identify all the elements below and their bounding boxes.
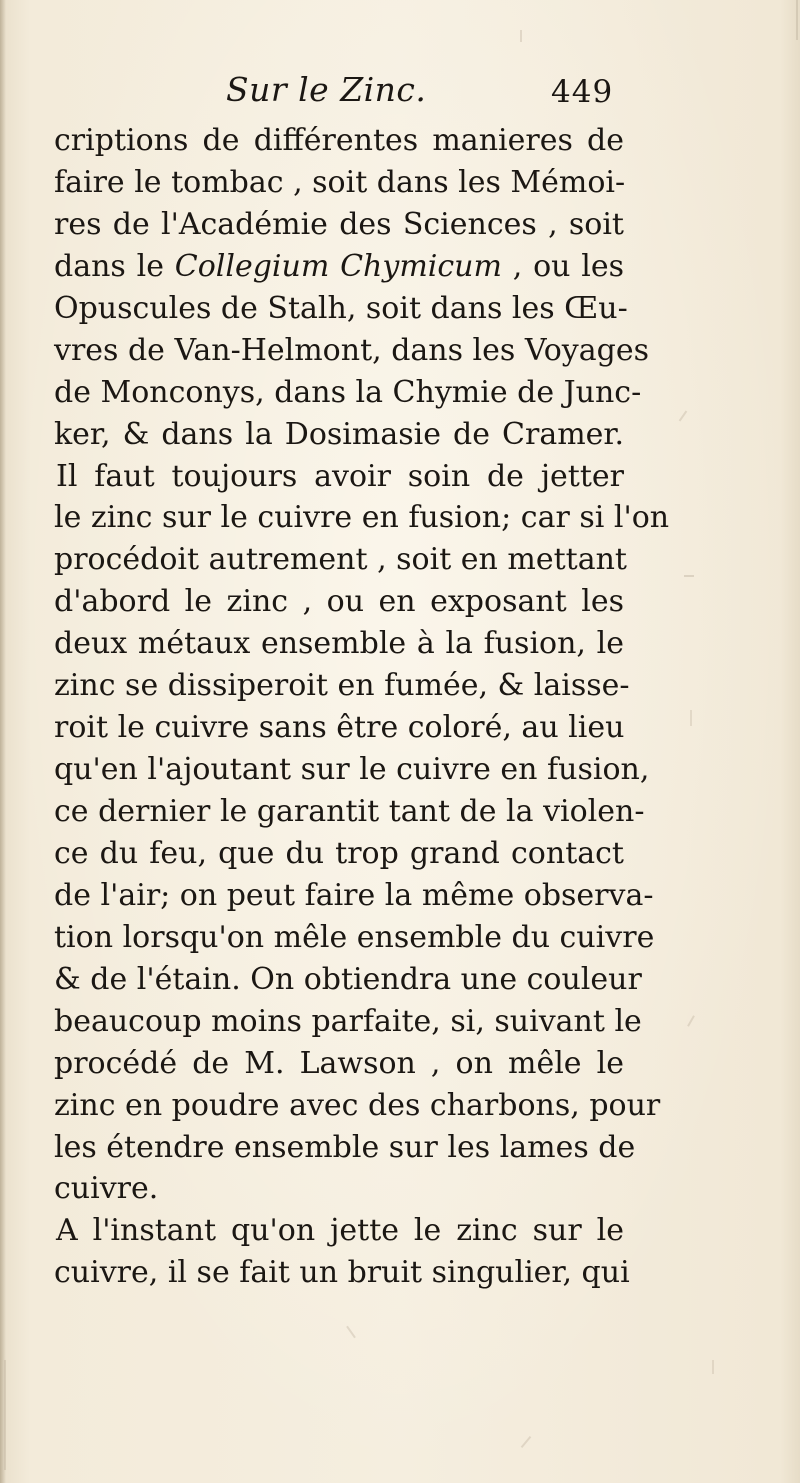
text-line: faire le tombac , soit dans les Mémoi- bbox=[54, 164, 626, 200]
text-line: ce du feu, que du trop grand contact bbox=[54, 835, 624, 871]
page-number: 449 bbox=[551, 74, 614, 110]
italic-title: Collegium Chymicum bbox=[174, 248, 502, 284]
text-line: roit le cuivre sans être coloré, au lieu bbox=[54, 710, 625, 746]
paper-speck bbox=[521, 1436, 532, 1448]
text-line bbox=[54, 246, 624, 288]
text-line: cuivre, il se fait un bruit singulier, qui bbox=[54, 1255, 630, 1291]
text-line: ce dernier le garantit tant de la violen- bbox=[54, 794, 645, 829]
running-head bbox=[0, 70, 800, 120]
running-head-title: Sur le Zinc. bbox=[226, 70, 427, 109]
text-line: qu'en l'ajoutant sur le cuivre en fusion, bbox=[54, 752, 650, 788]
page-binding-edge bbox=[0, 0, 6, 1483]
paper-speck bbox=[346, 1326, 356, 1339]
text-run: dans le bbox=[54, 248, 175, 284]
paper-speck bbox=[690, 710, 692, 726]
text-line: Opuscules de Stalh, soit dans les Œu- bbox=[54, 290, 628, 326]
text-line: ker, & dans la Dosimasie de Cramer. bbox=[54, 416, 624, 452]
paper-speck bbox=[796, 0, 798, 40]
paper-speck bbox=[712, 1360, 714, 1374]
text-run: , ou les bbox=[501, 248, 624, 284]
text-line: procédé de M. Lawson , on mêle le bbox=[54, 1045, 624, 1081]
text-line-paragraph-end: cuivre. bbox=[54, 1171, 159, 1207]
paper-speck bbox=[679, 411, 688, 422]
paper-speck bbox=[520, 30, 522, 42]
text-line: procédoit autrement , soit en mettant bbox=[54, 542, 627, 578]
paper-speck bbox=[684, 575, 694, 577]
text-line-paragraph-start: Il faut toujours avoir soin de jetter bbox=[56, 458, 624, 494]
paper-speck bbox=[4, 1360, 6, 1470]
text-line: de Monconys, dans la Chymie de Junc- bbox=[54, 374, 642, 410]
text-line: zinc se dissiperoit en fumée, & laisse- bbox=[54, 668, 630, 704]
text-line: vres de Van-Helmont, dans les Voyages bbox=[54, 332, 649, 368]
paper-speck bbox=[687, 1015, 695, 1026]
text-line: de l'air; on peut faire la même observa- bbox=[54, 877, 654, 913]
text-line: beaucoup moins parfaite, si, suivant le bbox=[54, 1003, 642, 1039]
text-line: les étendre ensemble sur les lames de bbox=[54, 1129, 636, 1165]
text-line: res de l'Académie des Sciences , soit bbox=[54, 206, 624, 242]
text-line: d'abord le zinc , ou en exposant les bbox=[54, 584, 624, 620]
text-line: le zinc sur le cuivre en fusion; car si l'on bbox=[54, 500, 670, 536]
text-line: & de l'étain. On obtiendra une couleur bbox=[54, 961, 642, 997]
text-line: deux métaux ensemble à la fusion, le bbox=[54, 626, 624, 662]
text-line: zinc en poudre avec des charbons, pour bbox=[54, 1087, 661, 1123]
text-line: tion lorsqu'on mêle ensemble du cuivre bbox=[54, 919, 655, 955]
text-line-paragraph-start: A l'instant qu'on jette le zinc sur le bbox=[56, 1213, 624, 1249]
body-text bbox=[54, 120, 670, 1294]
text-line: criptions de différentes manieres de bbox=[54, 123, 624, 158]
